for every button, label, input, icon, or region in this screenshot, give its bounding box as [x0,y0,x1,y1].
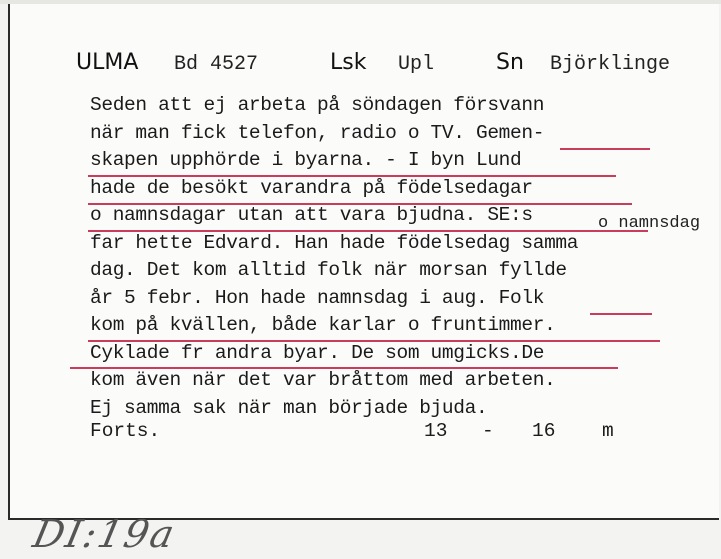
red-underline [88,340,660,342]
page-from: 13 [424,420,448,442]
text-line: Seden att ej arbeta på söndagen försvann [90,94,545,116]
archive-name: ULMA [76,50,139,75]
text-line: Ej samma sak när man började bjuda. [90,396,488,419]
text-line: far hette Edvard. Han hade födelsedag samma [90,231,579,254]
text-line: kom på kvällen, både karlar o fruntimmer. [90,314,556,336]
text-line: när man fick telefon, radio o TV. Gemen- [90,121,545,144]
red-underline [88,203,632,205]
red-underline [590,313,652,315]
socken-label: Sn [496,50,524,75]
text-line: år 5 febr. Hon hade namnsdag i aug. Folk [90,286,545,309]
landskap-value: Upl [398,53,435,76]
text-line: Cyklade fr andra byar. De som umgicks.De [90,341,545,364]
card-body-text [90,92,578,422]
text-line: kom även när det var bråttom med arbeten. [90,369,556,391]
handwritten-catalog-number: DI:19a [29,512,180,556]
text-line: skapen upphörde i byarna. - I byn Lund [90,149,522,171]
text-line: o namnsdagar utan att vara bjudna. SE:s [90,204,533,226]
text-line: dag. Det kom alltid folk när morsan fyllde [90,259,567,281]
inserted-word: o namnsdag [598,214,701,233]
page-to: 16 [532,420,556,442]
continued-label: Forts. [90,420,161,442]
red-underline [88,175,616,177]
card-header [0,50,721,80]
red-underline [70,367,618,369]
volume-number: Bd 4527 [174,53,259,76]
landskap-label: Lsk [330,50,367,75]
page-unit: m [602,420,614,442]
card-footer [0,420,721,448]
red-underline [88,230,648,232]
socken-value: Björklinge [550,53,671,76]
red-underline [560,148,650,150]
text-line: hade de besökt varandra på födelsedagar [90,176,533,199]
page-dash: - [482,420,494,442]
